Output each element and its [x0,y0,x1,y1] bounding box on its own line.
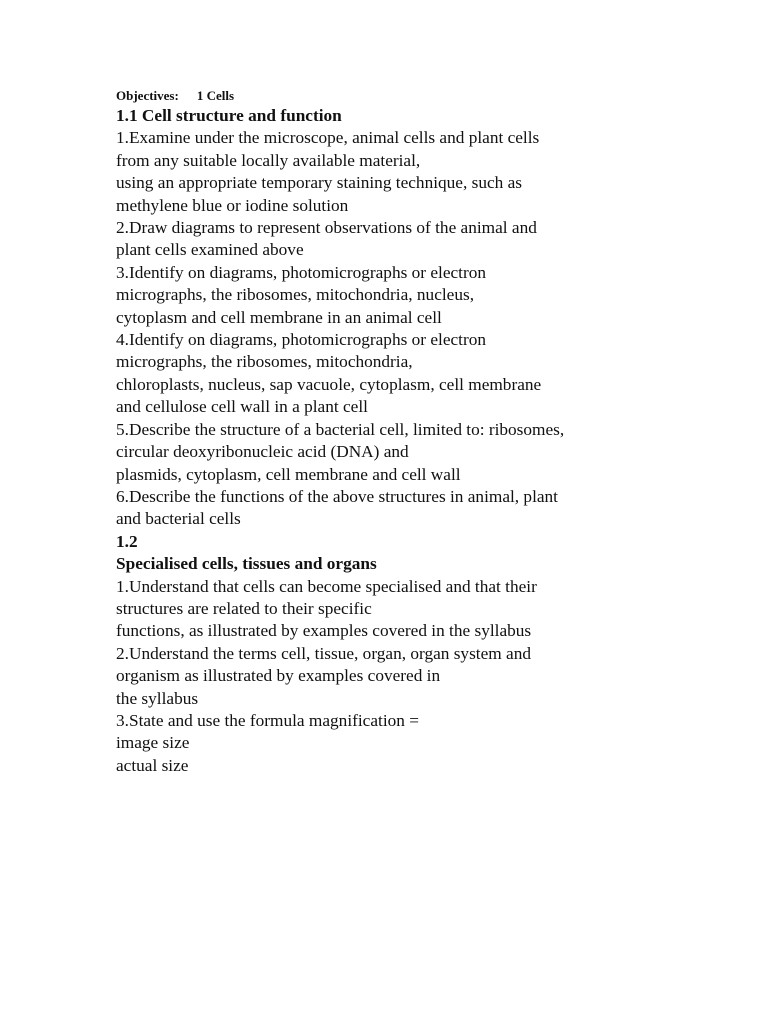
text-line: 1.Examine under the microscope, animal cells and plant cells [116,128,540,148]
text-line: 3.Identify on diagrams, photomicrographs or electron [116,262,487,282]
text-line: from any suitable locally available material, [116,150,421,170]
text-line: using an appropriate temporary staining technique, such as [116,173,522,193]
section-1-1-body [116,127,756,530]
topic-label: 1 Cells [196,88,235,103]
document-page [116,87,756,777]
text-line: cytoplasm and cell membrane in an animal cell [116,307,442,327]
formula-numerator: image size [116,733,190,753]
section-1-2-number: 1.2 [116,531,138,551]
text-line: and bacterial cells [116,509,241,529]
text-line: and cellulose cell wall in a plant cell [116,397,368,417]
text-line: plant cells examined above [116,240,304,260]
objectives-label: Objectives: [116,88,179,103]
text-line: 6.Describe the functions of the above structures in animal, plant [116,486,558,506]
text-line: circular deoxyribonucleic acid (DNA) and [116,442,409,462]
formula-denominator: actual size [116,755,189,775]
text-line: micrographs, the ribosomes, mitochondria, [116,352,413,372]
objectives-header [116,87,756,105]
section-1-1-heading: 1.1 Cell structure and function [116,106,342,125]
text-line: organism as illustrated by examples covered in [116,666,441,686]
text-line: the syllabus [116,688,199,708]
section-1-2-body [116,576,756,778]
text-line: functions, as illustrated by examples covered in the syllabus [116,621,532,641]
text-line: structures are related to their specific [116,598,372,618]
text-line: 2.Understand the terms cell, tissue, organ, organ system and [116,643,531,663]
text-line: 5.Describe the structure of a bacterial cell, limited to: ribosomes, [116,419,565,439]
text-line: methylene blue or iodine solution [116,195,349,215]
text-line: 4.Identify on diagrams, photomicrographs or electron [116,330,487,350]
text-line: micrographs, the ribosomes, mitochondria, nucleus, [116,285,475,305]
text-line: plasmids, cytoplasm, cell membrane and cell wall [116,464,461,484]
text-line: chloroplasts, nucleus, sap vacuole, cytoplasm, cell membrane [116,374,542,394]
text-line: 3.State and use the formula magnification = [116,710,419,730]
text-line: 2.Draw diagrams to represent observations of the animal and [116,218,537,238]
section-1-2-heading: Specialised cells, tissues and organs [116,554,377,574]
text-line: 1.Understand that cells can become specialised and that their [116,576,537,596]
